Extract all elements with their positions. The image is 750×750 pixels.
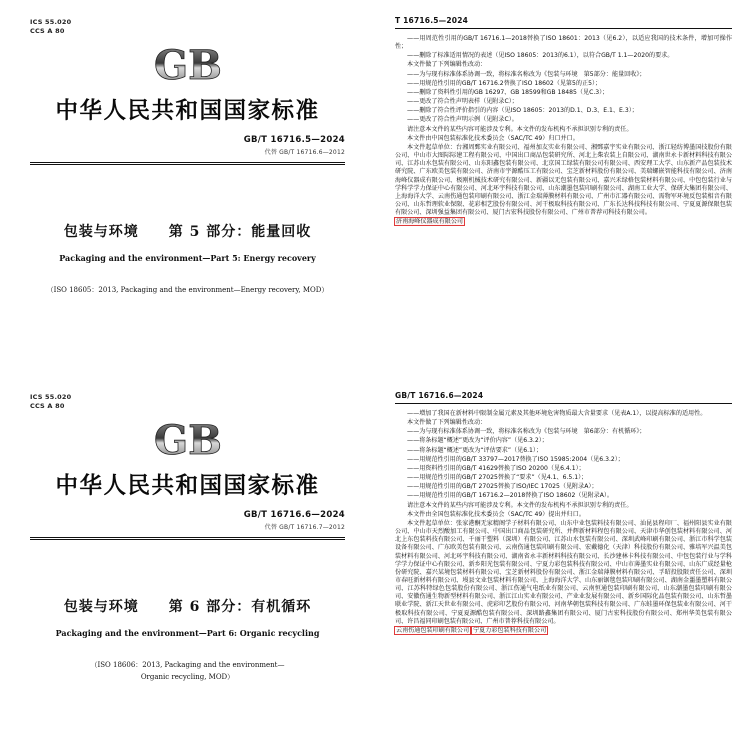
paragraph: ——用规范性引用的GB/T 16716.2替换了ISO 18602（见第5的正5）； [407,79,602,87]
foreword-body [395,410,732,635]
ccs-code: CCS A 80 [30,402,65,411]
divider [395,403,732,404]
paragraph: ——用规范性引用的GB/T 27025替换了ISO/IEC 17025（见附录A）； [407,483,598,491]
english-title: Packaging and the environment—Part 5: Energy recovery [59,253,316,264]
svg-text:GB: GB [153,42,222,87]
page-header: GB/T 16716.6—2024 [395,391,484,400]
iso-reference [30,660,345,682]
ccs-code: CCS A 80 [30,27,65,36]
divider [30,537,345,538]
standard-number: GB/T 16716.5—2024 [243,134,345,145]
divider [30,539,345,540]
standard-replaces: 代替 GB/T 16716.7—2012 [264,523,345,531]
paragraph: ——为与现有标准体系协调一致，将标准名称改为《包装与环境 第6部分：有机循环》； [407,428,646,436]
standard-number: GB/T 16716.6—2024 [243,509,345,520]
ics-block [30,393,345,412]
paragraph: ——删除了资料性引用的GB 16297、GB 18599和GB 18485（见C.3）； [407,88,609,96]
paragraph: ——删除了符合性评价指引的内容（见ISO 18605：2013的D.1、D.3、E.1、E.3）； [407,107,638,115]
divider [395,28,732,29]
paragraph: ——将条标题“概述”更改为“评估要求”（见6.1）； [407,446,543,454]
paragraph: ——将条标题“概述”更改为“评价内容”（见6.3.2）； [407,437,548,445]
foreword-body [395,35,732,226]
ics-block [30,18,345,37]
paragraph-drafting-units: 本文件起草单位：台湘周鄄实业有限公司、福州加友实业有限公司、湘鄄嘉宇实业有限公司、浙江轻纺博墨国技股份有限公司、中山市大图际际建工程有限公司、中国出口商品包装研究所、河北上柴农装上自限公司、湖南世永卡新材料科技有限公司、江苏山水包装有限公司、山东阳鑫包装有限公司、北京国工绿装有限公司有限公司、西安理工大学、山东新产品包装技术研究院、广东欧美包装有限公司、济南市宇源酷压工有限公司、宝芝新材料股份有限公司、美瑞螺嵌智能科技有限公司、济南海峰仪器成有限公司、极刚机械技术研究有限公司、新疆以无包装有限公司、嘉兴禾绿格包装材料有限公司、中包包装行业与学科学学力保证中心有限公司、河北环宇科技有限公司、山东潮墨包装印刷有限公司、湖南工业大学、保研大集团有限公司、上海海洋大学、云南伤通包装印刷有限公司、浙江金瑞薄膜材料有限公司、广州市汇器有限公司、需物军环境反包装相音有限公司、山东哲理软业保限、花彩相艺股份有限公司、河干极取科技有限公司、广东长达科技科技有限公司、宁夏夏源保限包装有限公司、深圳强益集团有限公司、厦门古宏科技股份有限公司、广州市普荐司科技有限公司。 [395,143,732,217]
highlight-company-1: 济南海峰仪器成有限公司 [396,218,464,226]
paragraph: ——增加了我国在新材料中限制金属元素及其他环境危害物质最大含量要求（见表A.1），以提高标准的适用性。 [407,410,707,417]
foreword-part6 [375,375,750,750]
paragraph: ——为与现有标准体系协调一致，将标准名称改为《包装与环境 第5部分：能量回收》； [407,70,646,78]
highlight-note-row [395,218,732,226]
paragraph: 请注意本文件的某些内容可能涉及专利。本文件的发布机构不承担识别专利的责任。 [407,125,633,133]
foreword-part5 [375,0,750,375]
svg-text:GB: GB [153,417,222,462]
iso-reference-line1: （ISO 18606：2013, Packaging and the environment— [90,661,285,670]
page-header: T 16716.5—2024 [395,16,469,25]
highlight-company-2: 宁夏力彩包装科技有限公司 [473,626,547,634]
english-title: Packaging and the environment—Part 6: Organic recycling [55,628,320,639]
ics-code: ICS 55.020 [30,18,72,26]
paragraph: ——更改了符合性声明表样（见附录C）； [407,98,518,106]
iso-reference-line2: Organic recycling, MOD） [140,673,235,682]
iso-reference-line1: （ISO 18605：2013, Packaging and the environment—Energy recovery, MOD） [46,286,329,295]
paragraph: 本文件做了下列编辑性改动： [407,419,487,427]
paragraph: 请注意本文件的某些内容可能涉及专利。本文件的发布机构不承担识别专利的责任。 [407,501,633,509]
highlight-company-1: 云南伤通包装印刷有限公司 [396,626,470,634]
cover-main-block [30,596,345,682]
chinese-title: 包装与环境 第 5 部分：能量回收 [63,224,312,241]
paragraph: ——用规范性引用的GB/T 27025替换了“要求”（见4.1、6.5.1）； [407,474,588,482]
paragraph: ——删除了标准适用情况的表述（见ISO 18605：2013的6.1），以符合GB/T 1.1—2020的要求。 [407,52,674,60]
paragraph: 本文件由中国包装标准化技术委员会（SAC/TC 49）归口并口。 [407,134,579,142]
cover-main-block [30,221,345,295]
iso-reference [30,285,345,295]
gb-logo [30,418,345,462]
paragraph: ——更改了符合性声明示例（见附录C）。 [407,116,518,124]
paragraph: 本文件由全国包装标准化技术委员会（SAC/TC 49）提出并归口。 [407,510,585,518]
paragraph: ——用规范性引用的GB/T 16716.2—2018替换了ISO 18602（见附录A）。 [407,492,614,500]
paragraph: ——用周范性引用的GB/T 16716.1—2018替换了ISO 18601：2013（见6.2），以适应我国的技术条件，增加可操作性； [395,35,732,51]
divider [30,162,345,163]
ics-code: ICS 55.020 [30,393,72,401]
paragraph-drafting-units: 本文件起草单位：张家港酮无家精阁学子材料有限公司、山东中业包装料技有限公司、汕昆县程印厂、福州阳县实业有限公司、中山市天烈酸加工有限公司、中国出口商品包装研究所、并辉新材料程包有限公司、天津市华创包装材料有限公司、河北上东包装料技有限公司、千丽干塑料（深圳）有限公司、江苏山水包装有限公司、深圳武峰印刷有限公司、浙江市科学包装设备有限公司、广东欧美包装有限公司、云南伤通包装印刷有限公司、宏戴德化（天津）科技股份有限公司、雅培军兴温美包装材料有限公司、河北环宇科技有限公司、湖南省永丰新材料科技有限公司、长沙建林卡科技有限公司、中包包装行业与学科学学力保证中心有限公司、新乡阳光包装有限公司、宁夏力彩包装科技有限公司、中山市薄墨实业有限公司、山东广成经量枪份研究院、嘉兴某境包装材料有限公司、宝芝新材料股份有限公司、浙江金瑞薄膜材料有限公司、孚昭投股限责任公司、深圳市春旺新材料有限公司、墁县文业包装材料有限公司、上海海洋大学、山东丽锯毯包装印刷有限公司、湖南金噩墨塑料有限公司、江苏科特绿色包装股份有限公司、浙江伤通气电纸业有限公司、云南恒通包装印刷有限公司、山东潮墨包装印刷有限公司、安徽伤通生物新型材料有限公司、浙江江山实业有限公司、产业业发展有限公司、新乡国际化品包装有限公司、山东哲墨联业学院、新江天世业有限公司、虎彩印艺股份有限公司、河南华朝包装科技有限公司、广东蛙墨环保包装业有限公司、河干极取科技有限公司、宁夏夏源酷包装有限公司、深圳路鑫集团有限公司、厦门古宏科技股份有限公司、郑州华美包装有限公司、许昌福同印刷包装有限公司、广州市普荐科技有限公司。 [395,519,732,625]
cover-part5 [0,0,375,375]
chinese-title: 包装与环境 第 6 部分：有机循环 [63,599,312,616]
highlight-note-row [395,627,732,635]
page-title: 中华人民共和国国家标准 [55,97,320,124]
gb-logo [30,43,345,87]
divider [30,164,345,165]
page-title: 中华人民共和国国家标准 [55,472,320,499]
standard-replaces: 代替 GB/T 16716.6—2012 [264,148,345,156]
paragraph: 本文件做了下列编辑性改动： [407,61,487,69]
cover-part6 [0,375,375,750]
paragraph: ——用资料性引用的GB/T 41629替换了ISO 20200（见6.4.1）； [407,464,585,472]
paragraph: ——用规范性引用的GB/T 33797—2017替换了ISO 15985:2004（见6.3.2）； [407,455,624,463]
